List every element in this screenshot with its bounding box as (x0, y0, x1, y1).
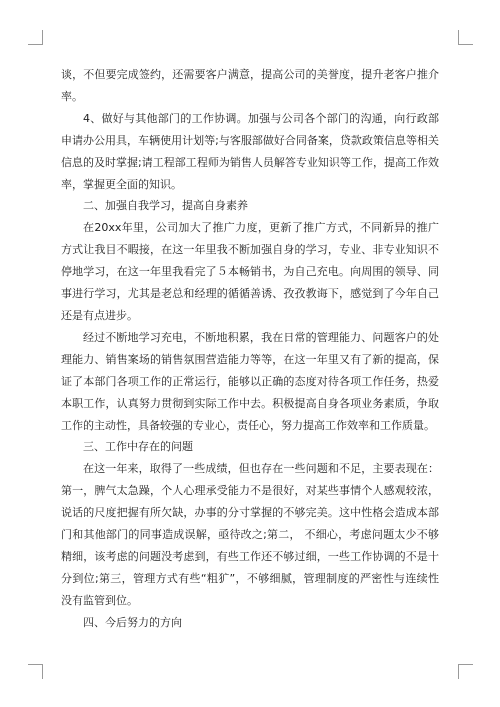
section-heading-direction: 四、今后努力的方向 (83, 615, 182, 629)
paragraph-improvement: 经过不断地学习充电，不断地积累，我在日常的管理能力、问题客户的处理能力、销售案场的销售氛围营造能力等等，在这一年里又有了新的提高，保证了本部门各项工作的正常运行，能够以正确的态度对待各项工作任务，热爱本职工作，认真努力贯彻到实际工作中去。积极提高自身各项业务素质，争取工作的主动性，具备较强的专业心，责任心，努力提高工作效率和工作质量。 (61, 330, 439, 432)
paragraph-learning: 在20xx年里，公司加大了推广力度，更新了推广方式，不同新异的推广方式让我目不暇接，在这一年里我不断加强自身的学习，专业、非专业知识不停地学习，在这一年里我看完了５本畅销书，为自己充电。向周围的领导、同事进行学习，尤其是老总和经理的循循善诱、孜孜教诲下，感觉到了今年自己还是有点进步。 (61, 221, 439, 322)
section-heading-problems: 三、工作中存在的问题 (83, 440, 193, 454)
section-heading-learning: 二、加强自我学习，提高自身素养 (83, 199, 248, 213)
crop-mark-top-left (28, 30, 43, 45)
document-page (61, 64, 439, 634)
crop-mark-bottom-right (458, 664, 473, 679)
crop-mark-top-right (458, 30, 473, 45)
paragraph-coordination: 4、做好与其他部门的工作协调。加强与公司各个部门的沟通，向行政部申请办公用具，车辆使用计划等;与客服部做好合同备案，贷款政策信息等相关信息的及时掌握;请工程部工程师为销售人员解答专业知识等工作，提高工作效率，掌握更全面的知识。 (61, 111, 439, 191)
paragraph-continuation: 谈，不但要完成签约，还需要客户满意，提高公司的美誉度，提升老客户推介率。 (61, 68, 439, 103)
paragraph-problems: 在这一年来，取得了一些成绩，但也存在一些问题和不足，主要表现在：第一，脾气太急躁，个人心理承受能力不是很好，对某些事情个人感观较浓，说话的尺度把握有所欠缺，办事的分寸掌握的不够完美。这中性格会造成本部门和其他部门的同事造成误解，亟待改之;第二， 不细心，考虑问题太少不够精细，该考虑的问题没考虑到，有些工作还不够过细，一些工作协调的不是十分到位;第三，管理方式有些“粗犷”，不够细腻，管理制度的严密性与连续性没有监管到位。 (61, 462, 439, 607)
crop-mark-bottom-left (28, 664, 43, 679)
